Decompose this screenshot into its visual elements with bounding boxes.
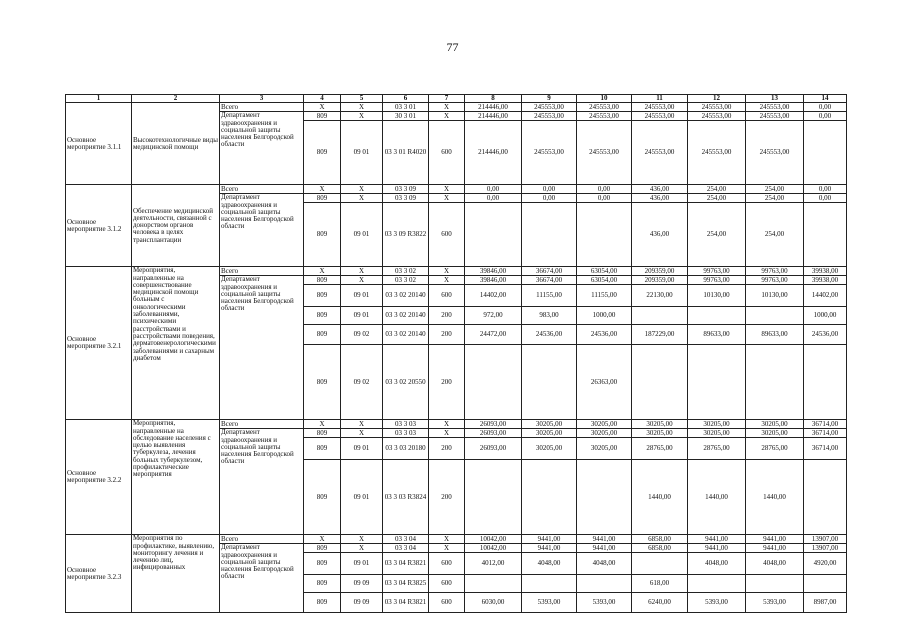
header-cell: 1 (66, 95, 132, 103)
amount-cell: 254,00 (746, 203, 804, 267)
amount-cell (465, 203, 522, 267)
code-cell: 809 (304, 438, 341, 460)
code-cell: 09 01 (341, 553, 383, 575)
amount-cell: 4012,00 (465, 553, 522, 575)
amount-cell: 24536,00 (804, 325, 847, 345)
code-cell: 200 (429, 325, 465, 345)
amount-cell: 22130,00 (632, 285, 688, 307)
measure-label: Основное мероприятие 3.1.2 (66, 185, 132, 267)
amount-cell (688, 575, 746, 593)
amount-cell: 8987,00 (804, 593, 847, 613)
code-cell: 03 3 09 (383, 185, 429, 194)
header-row (66, 95, 847, 103)
amount-cell: 13907,00 (804, 544, 847, 553)
amount-cell: 245553,00 (632, 103, 688, 112)
amount-cell: 0,00 (804, 194, 847, 203)
amount-cell: 0,00 (577, 194, 632, 203)
code-cell: X (341, 267, 383, 276)
amount-cell: 30205,00 (746, 420, 804, 429)
amount-cell: 6240,00 (632, 593, 688, 613)
amount-cell: 30205,00 (577, 420, 632, 429)
amount-cell: 214446,00 (465, 112, 522, 121)
executor-name: Департамент здравоохранения и социальной защиты населения Белгородской области (220, 276, 304, 420)
amount-cell: 0,00 (522, 194, 577, 203)
code-cell: X (341, 429, 383, 438)
amount-cell: 245553,00 (577, 112, 632, 121)
amount-cell: 436,00 (632, 185, 688, 194)
amount-cell (522, 203, 577, 267)
amount-cell: 1440,00 (632, 460, 688, 535)
code-cell: X (429, 276, 465, 285)
code-cell: 200 (429, 460, 465, 535)
amount-cell: 245553,00 (746, 121, 804, 185)
amount-cell (804, 121, 847, 185)
executor-name: Департамент здравоохранения и социальной защиты населения Белгородской области (220, 112, 304, 185)
amount-cell: 30205,00 (522, 420, 577, 429)
amount-cell: 10130,00 (746, 285, 804, 307)
amount-cell: 9441,00 (688, 544, 746, 553)
code-cell: 03 3 02 20140 (383, 325, 429, 345)
amount-cell: 39938,00 (804, 267, 847, 276)
code-cell: X (304, 420, 341, 429)
code-cell: X (341, 103, 383, 112)
amount-cell: 214446,00 (465, 121, 522, 185)
amount-cell: 36674,00 (522, 276, 577, 285)
code-cell: 03 3 04 (383, 535, 429, 544)
executor-total-label: Всего (220, 535, 304, 544)
code-cell: 09 01 (341, 121, 383, 185)
amount-cell: 99763,00 (688, 267, 746, 276)
header-cell: 13 (746, 95, 804, 103)
code-cell: 09 01 (341, 203, 383, 267)
amount-cell: 245553,00 (577, 121, 632, 185)
amount-cell: 4048,00 (577, 553, 632, 575)
measure-description: Высокотехнологичные виды медицинской помощи (132, 103, 220, 185)
amount-cell: 1440,00 (688, 460, 746, 535)
code-cell: 03 3 04 (383, 544, 429, 553)
amount-cell: 254,00 (688, 194, 746, 203)
amount-cell (746, 307, 804, 325)
amount-cell: 0,00 (804, 112, 847, 121)
amount-cell: 245553,00 (632, 112, 688, 121)
code-cell: X (429, 267, 465, 276)
code-cell: 03 3 09 R3822 (383, 203, 429, 267)
code-cell: 809 (304, 429, 341, 438)
amount-cell: 4048,00 (688, 553, 746, 575)
code-cell: 09 09 (341, 593, 383, 613)
amount-cell: 214446,00 (465, 103, 522, 112)
code-cell: 600 (429, 121, 465, 185)
amount-cell: 14402,00 (804, 285, 847, 307)
code-cell: 03 3 04 R3821 (383, 553, 429, 575)
executor-total-label: Всего (220, 420, 304, 429)
amount-cell: 63054,00 (577, 267, 632, 276)
code-cell: 809 (304, 285, 341, 307)
amount-cell: 30205,00 (632, 420, 688, 429)
amount-cell: 4920,00 (804, 553, 847, 575)
budget-table (65, 94, 847, 613)
amount-cell: 9441,00 (688, 535, 746, 544)
amount-cell: 36714,00 (804, 438, 847, 460)
amount-cell: 89633,00 (688, 325, 746, 345)
amount-cell: 209359,00 (632, 276, 688, 285)
code-cell: X (429, 429, 465, 438)
amount-cell: 36714,00 (804, 420, 847, 429)
amount-cell: 9441,00 (577, 544, 632, 553)
code-cell: 09 02 (341, 345, 383, 420)
page-number: 77 (446, 40, 459, 54)
header-cell: 5 (341, 95, 383, 103)
code-cell: 09 01 (341, 285, 383, 307)
code-cell: 809 (304, 307, 341, 325)
code-cell: 809 (304, 121, 341, 185)
amount-cell: 983,00 (522, 307, 577, 325)
amount-cell: 28765,00 (746, 438, 804, 460)
amount-cell (804, 345, 847, 420)
code-cell: 809 (304, 345, 341, 420)
code-cell: X (341, 194, 383, 203)
amount-cell: 972,00 (465, 307, 522, 325)
executor-total-label: Всего (220, 185, 304, 194)
code-cell: X (304, 535, 341, 544)
amount-cell: 30205,00 (688, 420, 746, 429)
code-cell: X (429, 535, 465, 544)
amount-cell: 10130,00 (688, 285, 746, 307)
amount-cell (577, 575, 632, 593)
code-cell: 03 3 09 (383, 194, 429, 203)
amount-cell: 9441,00 (522, 544, 577, 553)
amount-cell: 89633,00 (746, 325, 804, 345)
amount-cell: 254,00 (688, 203, 746, 267)
amount-cell: 30205,00 (577, 438, 632, 460)
amount-cell: 30205,00 (746, 429, 804, 438)
amount-cell (688, 345, 746, 420)
measure-label: Основное мероприятие 3.2.3 (66, 535, 132, 613)
measure-description: Мероприятия, направленные на совершенствование медицинской помощи больным с онкологическими заболеваниями, психическими расстройствами и расстройствами поведения, дерматовенерологическими заболеваниями и сахарным диабетом (132, 267, 220, 420)
code-cell: X (304, 103, 341, 112)
amount-cell (577, 203, 632, 267)
amount-cell: 5393,00 (577, 593, 632, 613)
amount-cell: 14402,00 (465, 285, 522, 307)
amount-cell: 28765,00 (632, 438, 688, 460)
executor-name: Департамент здравоохранения и социальной защиты населения Белгородской области (220, 429, 304, 535)
amount-cell: 26093,00 (465, 420, 522, 429)
total-row (66, 267, 847, 276)
amount-cell: 30205,00 (577, 429, 632, 438)
amount-cell: 254,00 (746, 185, 804, 194)
amount-cell (804, 460, 847, 535)
amount-cell: 187229,00 (632, 325, 688, 345)
amount-cell: 39938,00 (804, 276, 847, 285)
amount-cell: 4048,00 (746, 553, 804, 575)
amount-cell: 618,00 (632, 575, 688, 593)
amount-cell: 26363,00 (577, 345, 632, 420)
code-cell: 809 (304, 276, 341, 285)
amount-cell (577, 460, 632, 535)
amount-cell: 245553,00 (522, 112, 577, 121)
amount-cell (522, 575, 577, 593)
amount-cell: 209359,00 (632, 267, 688, 276)
measure-label: Основное мероприятие 3.2.2 (66, 420, 132, 535)
code-cell: 200 (429, 438, 465, 460)
amount-cell: 245553,00 (688, 103, 746, 112)
amount-cell: 245553,00 (522, 121, 577, 185)
amount-cell: 0,00 (522, 185, 577, 194)
code-cell: 30 3 01 (383, 112, 429, 121)
code-cell: 03 3 02 20550 (383, 345, 429, 420)
measure-description: Мероприятия, направленные на обследование населения с целью выявления туберкулеза, лечения больных туберкулезом, профилактические мероприятия (132, 420, 220, 535)
code-cell: 809 (304, 593, 341, 613)
amount-cell: 11155,00 (577, 285, 632, 307)
amount-cell (804, 575, 847, 593)
amount-cell: 99763,00 (746, 276, 804, 285)
amount-cell: 245553,00 (688, 112, 746, 121)
code-cell: 600 (429, 553, 465, 575)
code-cell: 03 3 02 (383, 276, 429, 285)
amount-cell: 0,00 (804, 185, 847, 194)
code-cell: 09 01 (341, 438, 383, 460)
amount-cell: 6858,00 (632, 544, 688, 553)
amount-cell: 6858,00 (632, 535, 688, 544)
amount-cell: 0,00 (465, 194, 522, 203)
amount-cell (632, 307, 688, 325)
amount-cell: 13907,00 (804, 535, 847, 544)
amount-cell: 30205,00 (688, 429, 746, 438)
amount-cell: 254,00 (746, 194, 804, 203)
header-cell: 7 (429, 95, 465, 103)
amount-cell: 10042,00 (465, 535, 522, 544)
code-cell: 600 (429, 575, 465, 593)
amount-cell: 245553,00 (688, 121, 746, 185)
code-cell: 809 (304, 460, 341, 535)
code-cell: 600 (429, 285, 465, 307)
measure-description: Обеспечение медицинской деятельности, связанной с донорством органов человека в целях трансплантации (132, 185, 220, 267)
code-cell: X (429, 420, 465, 429)
code-cell: X (429, 544, 465, 553)
amount-cell: 11155,00 (522, 285, 577, 307)
code-cell: X (429, 185, 465, 194)
amount-cell: 26093,00 (465, 438, 522, 460)
code-cell: 809 (304, 553, 341, 575)
amount-cell (632, 345, 688, 420)
amount-cell (522, 460, 577, 535)
amount-cell (804, 203, 847, 267)
header-cell: 14 (804, 95, 847, 103)
amount-cell: 1000,00 (577, 307, 632, 325)
code-cell: 809 (304, 112, 341, 121)
header-cell: 9 (522, 95, 577, 103)
header-cell: 10 (577, 95, 632, 103)
code-cell: 09 09 (341, 575, 383, 593)
amount-cell (746, 575, 804, 593)
code-cell: 809 (304, 194, 341, 203)
amount-cell (746, 345, 804, 420)
measure-label: Основное мероприятие 3.1.1 (66, 103, 132, 185)
measure-description: Мероприятия по профилактике, выявлению, мониторингу лечения и лечению лиц, инфицированных (132, 535, 220, 613)
code-cell: 200 (429, 345, 465, 420)
amount-cell: 5393,00 (746, 593, 804, 613)
amount-cell: 30205,00 (632, 429, 688, 438)
code-cell: 03 3 04 R3825 (383, 575, 429, 593)
code-cell: 03 3 02 (383, 267, 429, 276)
code-cell: X (341, 535, 383, 544)
amount-cell: 1440,00 (746, 460, 804, 535)
measure-label: Основное мероприятие 3.2.1 (66, 267, 132, 420)
amount-cell: 245553,00 (577, 103, 632, 112)
executor-total-label: Всего (220, 103, 304, 112)
code-cell: X (341, 420, 383, 429)
header-cell: 6 (383, 95, 429, 103)
amount-cell: 245553,00 (522, 103, 577, 112)
code-cell: 809 (304, 325, 341, 345)
amount-cell: 28765,00 (688, 438, 746, 460)
executor-name: Департамент здравоохранения и социальной защиты населения Белгородской области (220, 194, 304, 267)
amount-cell (465, 345, 522, 420)
amount-cell (522, 345, 577, 420)
amount-cell: 245553,00 (632, 121, 688, 185)
code-cell: 09 01 (341, 460, 383, 535)
header-cell: 4 (304, 95, 341, 103)
header-cell: 8 (465, 95, 522, 103)
header-cell: 11 (632, 95, 688, 103)
code-cell: 03 3 03 R3824 (383, 460, 429, 535)
amount-cell (688, 307, 746, 325)
amount-cell: 436,00 (632, 203, 688, 267)
amount-cell: 10042,00 (465, 544, 522, 553)
code-cell: X (429, 103, 465, 112)
amount-cell: 9441,00 (746, 535, 804, 544)
amount-cell: 39846,00 (465, 267, 522, 276)
amount-cell: 436,00 (632, 194, 688, 203)
amount-cell: 5393,00 (688, 593, 746, 613)
amount-cell: 5393,00 (522, 593, 577, 613)
amount-cell: 6030,00 (465, 593, 522, 613)
total-row (66, 103, 847, 112)
amount-cell: 24472,00 (465, 325, 522, 345)
code-cell: 03 3 03 (383, 429, 429, 438)
code-cell: X (341, 112, 383, 121)
code-cell: X (341, 185, 383, 194)
amount-cell: 4048,00 (522, 553, 577, 575)
code-cell: 03 3 04 R3821 (383, 593, 429, 613)
code-cell: 600 (429, 593, 465, 613)
executor-total-label: Всего (220, 267, 304, 276)
amount-cell: 99763,00 (746, 267, 804, 276)
code-cell: 03 3 02 20140 (383, 307, 429, 325)
code-cell: 809 (304, 544, 341, 553)
code-cell: 809 (304, 203, 341, 267)
code-cell: 600 (429, 203, 465, 267)
code-cell: 809 (304, 575, 341, 593)
amount-cell: 36674,00 (522, 267, 577, 276)
amount-cell: 9441,00 (577, 535, 632, 544)
amount-cell: 39846,00 (465, 276, 522, 285)
code-cell: 03 3 03 (383, 420, 429, 429)
total-row (66, 185, 847, 194)
amount-cell (465, 460, 522, 535)
code-cell: 03 3 01 R4020 (383, 121, 429, 185)
amount-cell: 0,00 (465, 185, 522, 194)
code-cell: X (304, 267, 341, 276)
amount-cell: 0,00 (577, 185, 632, 194)
code-cell: X (341, 276, 383, 285)
amount-cell: 30205,00 (522, 438, 577, 460)
amount-cell: 245553,00 (746, 112, 804, 121)
amount-cell: 36714,00 (804, 429, 847, 438)
code-cell: 09 01 (341, 307, 383, 325)
amount-cell: 24536,00 (577, 325, 632, 345)
amount-cell: 63054,00 (577, 276, 632, 285)
code-cell: 200 (429, 307, 465, 325)
code-cell: 03 3 02 20140 (383, 285, 429, 307)
code-cell: X (341, 544, 383, 553)
amount-cell: 254,00 (688, 185, 746, 194)
total-row (66, 535, 847, 544)
amount-cell: 9441,00 (522, 535, 577, 544)
code-cell: X (304, 185, 341, 194)
amount-cell: 9441,00 (746, 544, 804, 553)
amount-cell: 245553,00 (746, 103, 804, 112)
code-cell: X (429, 112, 465, 121)
executor-name: Департамент здравоохранения и социальной защиты населения Белгородской области (220, 544, 304, 613)
code-cell: 03 3 01 (383, 103, 429, 112)
amount-cell: 99763,00 (688, 276, 746, 285)
amount-cell: 0,00 (804, 103, 847, 112)
amount-cell: 24536,00 (522, 325, 577, 345)
header-cell: 12 (688, 95, 746, 103)
total-row (66, 420, 847, 429)
amount-cell: 30205,00 (522, 429, 577, 438)
amount-cell: 1000,00 (804, 307, 847, 325)
code-cell: 09 02 (341, 325, 383, 345)
code-cell: X (429, 194, 465, 203)
code-cell: 03 3 03 20180 (383, 438, 429, 460)
amount-cell (465, 575, 522, 593)
header-cell: 2 (132, 95, 220, 103)
amount-cell (632, 553, 688, 575)
header-cell: 3 (220, 95, 304, 103)
amount-cell: 26093,00 (465, 429, 522, 438)
